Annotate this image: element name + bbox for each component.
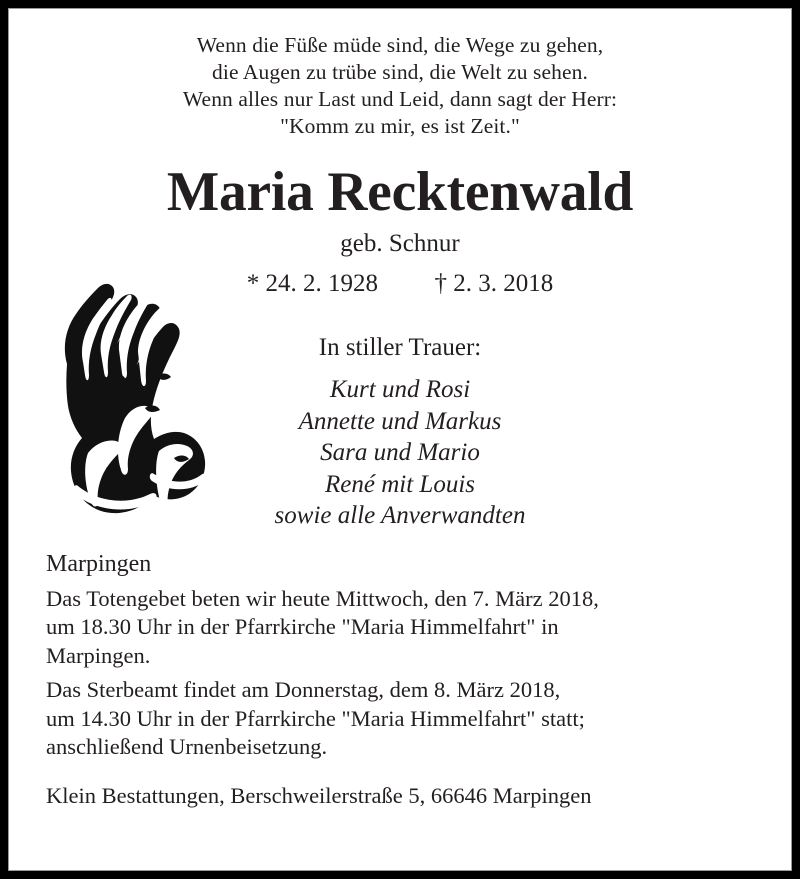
service-paragraph-mass: [46, 676, 764, 762]
paragraph-line: um 14.30 Uhr in der Pfarrkirche "Maria Himmelfahrt" statt;: [46, 705, 585, 731]
verse-line-2: die Augen zu trübe sind, die Welt zu sehen.: [212, 60, 588, 84]
paragraph-line: um 18.30 Uhr in der Pfarrkirche "Maria Himmelfahrt" in: [46, 614, 559, 639]
paragraph-line: Das Sterbeamt findet am Donnerstag, dem 8. März 2018,: [46, 677, 561, 702]
death-date: 2. 3. 2018: [453, 270, 554, 297]
mourner-line: Kurt und Rosi: [329, 376, 471, 403]
paragraph-line: Marpingen.: [46, 642, 151, 668]
death-symbol: †: [434, 270, 447, 297]
deceased-name: Maria Recktenwald: [166, 161, 634, 223]
verse-line-4: "Komm zu mir, es ist Zeit.": [280, 114, 520, 138]
birth-date: 24. 2. 1928: [265, 270, 378, 297]
place-name: Marpingen: [46, 550, 152, 577]
paragraph-line: Das Totengebet beten wir heute Mittwoch, den 7. März 2018,: [46, 585, 599, 611]
birth-symbol: *: [246, 270, 260, 297]
mourner-line: Annette und Markus: [298, 407, 502, 435]
mourning-heading: In stiller Trauer:: [318, 334, 482, 361]
service-paragraph-prayer: [46, 585, 764, 671]
memorial-verse: [36, 8, 764, 140]
mourner-line: René mit Louis: [325, 470, 475, 498]
mourner-line: sowie alle Anverwandten: [274, 502, 526, 529]
service-details: [36, 585, 764, 762]
mourner-line: Sara und Mario: [320, 439, 480, 466]
maiden-name: geb. Schnur: [340, 230, 460, 257]
funeral-home-line: Klein Bestattungen, Berschweilerstraße 5, 66646 Marpingen: [46, 782, 592, 808]
paragraph-line: anschließend Urnenbeisetzung.: [46, 734, 328, 759]
praying-hands-icon: [26, 258, 231, 538]
verse-line-1: Wenn die Füße müde sind, die Wege zu gehen,: [196, 33, 604, 57]
verse-line-3: Wenn alles nur Last und Leid, dann sagt der Herr:: [182, 87, 618, 111]
